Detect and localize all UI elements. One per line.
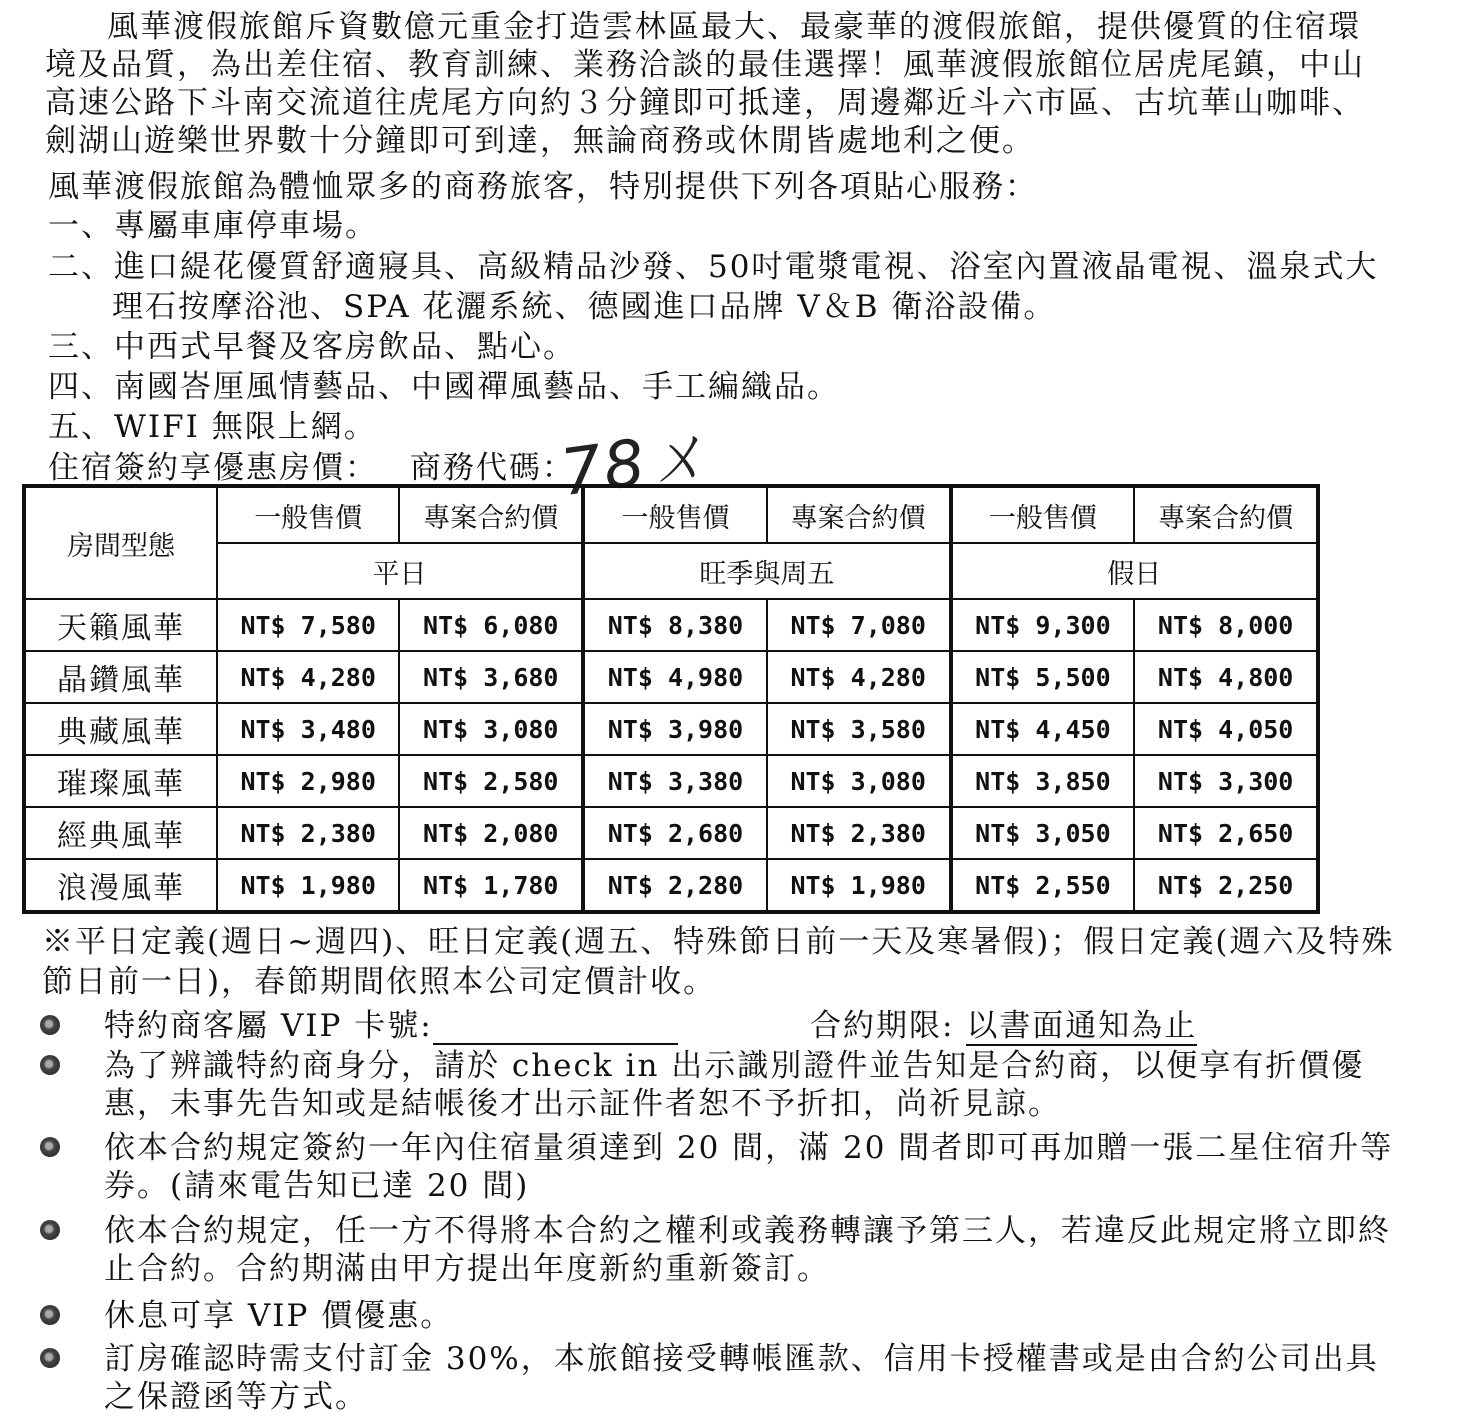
price-cell: NT$ 2,550 (951, 859, 1135, 912)
price-cell: NT$ 7,580 (217, 599, 399, 651)
price-cell: NT$ 4,050 (1134, 703, 1318, 755)
price-header: 一般售價 (951, 486, 1135, 543)
price-cell: NT$ 2,680 (583, 807, 767, 859)
business-code-handwritten: 78ㄨ (556, 416, 717, 512)
table-row (24, 755, 1318, 807)
table-row (24, 599, 1318, 651)
price-cell: NT$ 3,980 (583, 703, 767, 755)
room-type-name: 晶鑽風華 (24, 651, 217, 703)
price-cell: NT$ 4,280 (217, 651, 399, 703)
room-type-header: 房間型態 (24, 486, 217, 599)
business-code-label: 商務代碼： (409, 450, 575, 486)
price-cell: NT$ 3,850 (951, 755, 1135, 807)
period-header-holiday: 假日 (951, 543, 1318, 599)
intro-paragraph: 風華渡假旅館斥資數億元重金打造雲林區最大、最豪華的渡假旅館，提供優質的住宿環境及品質，為出差住宿、教育訓練、業務洽談的最佳選擇！風華渡假旅館位居虎尾鎮，中山高速公路下斗南交流道往虎尾方向約３分鐘即可抵達，周邊鄰近斗六市區、古坑華山咖啡、劍湖山遊樂世界數十分鐘即可到達，無論商務或休閒皆處地利之便。 (45, 9, 1365, 159)
bullet-text: 為了辨識特約商身分，請於 check in 出示識別證件並告知是合約商，以便享有折價優惠，未事先告知或是結帳後才出示証件者恕不予折扣，尚祈見諒。 (104, 1048, 1365, 1122)
bullet-icon (40, 1348, 60, 1368)
table-row (24, 651, 1318, 703)
price-header-row (24, 486, 1318, 543)
price-cell: NT$ 2,980 (217, 755, 399, 807)
service-item-2-cont: 理石按摩浴池、SPA 花灑系統、德國進口品牌 V＆B 衛浴設備。 (112, 289, 1057, 325)
price-cell: NT$ 8,380 (583, 599, 767, 651)
service-item-2: 二、進口緹花優質舒適寢具、高級精品沙發、50吋電漿電視、浴室內置液晶電視、溫泉式大 (48, 249, 1379, 285)
price-cell: NT$ 4,280 (767, 651, 951, 703)
room-type-name: 天籟風華 (24, 599, 217, 651)
price-cell: NT$ 2,580 (399, 755, 583, 807)
price-cell: NT$ 3,080 (399, 703, 583, 755)
vip-card-number-blank (433, 1013, 678, 1045)
price-cell: NT$ 1,980 (767, 859, 951, 912)
period-header-peak: 旺季與周五 (583, 543, 950, 599)
contract-period (810, 1007, 1197, 1045)
price-cell: NT$ 3,580 (767, 703, 951, 755)
vip-label: 特約商客屬 VIP 卡號: (104, 1008, 433, 1044)
period-header-row (24, 543, 1318, 599)
price-cell: NT$ 5,500 (951, 651, 1135, 703)
room-type-name: 典藏風華 (24, 703, 217, 755)
rate-title (48, 449, 575, 487)
rate-table (22, 484, 1320, 914)
definition-note: ※平日定義(週日~週四)、旺日定義(週五、特殊節日前一天及寒暑假)；假日定義(週六及特殊節日前一日)，春節期間依照本公司定價計收。 (42, 924, 1395, 1000)
vip-text (104, 1007, 1394, 1045)
price-cell: NT$ 3,080 (767, 755, 951, 807)
service-item-1: 一、專屬車庫停車場。 (48, 208, 378, 244)
price-cell: NT$ 4,450 (951, 703, 1135, 755)
table-row (24, 703, 1318, 755)
bullet-text: 訂房確認時需支付訂金 30%，本旅館接受轉帳匯款、信用卡授權書或是由合約公司出具之保證函等方式。 (104, 1341, 1379, 1415)
price-cell: NT$ 3,380 (583, 755, 767, 807)
room-type-name: 經典風華 (24, 807, 217, 859)
price-cell: NT$ 4,800 (1134, 651, 1318, 703)
price-cell: NT$ 2,650 (1134, 807, 1318, 859)
contract-value: 以書面通知為止 (966, 1008, 1198, 1044)
bullet-icon (40, 1305, 60, 1325)
table-row (24, 859, 1318, 912)
price-cell: NT$ 7,080 (767, 599, 951, 651)
price-cell: NT$ 1,980 (217, 859, 399, 912)
price-cell: NT$ 3,680 (399, 651, 583, 703)
price-header: 專案合約價 (1134, 486, 1318, 543)
price-cell: NT$ 6,080 (399, 599, 583, 651)
table-row (24, 807, 1318, 859)
bullet-icon (40, 1220, 60, 1240)
price-header: 專案合約價 (399, 486, 583, 543)
rate-table-body (24, 599, 1318, 912)
price-header: 一般售價 (583, 486, 767, 543)
period-header-weekday: 平日 (217, 543, 583, 599)
service-item-3: 三、中西式早餐及客房飲品、點心。 (48, 329, 576, 365)
bullet-icon (40, 1015, 60, 1035)
price-header: 一般售價 (217, 486, 399, 543)
bullet-text: 依本合約規定，任一方不得將本合約之權利或義務轉讓予第三人，若違反此規定將立即終止合約。合約期滿由甲方提出年度新約重新簽訂。 (104, 1213, 1391, 1287)
price-cell: NT$ 2,250 (1134, 859, 1318, 912)
service-intro: 風華渡假旅館為體恤眾多的商務旅客，特別提供下列各項貼心服務： (48, 169, 1038, 205)
contract-label: 合約期限: (810, 1008, 955, 1044)
price-cell: NT$ 9,300 (951, 599, 1135, 651)
bullet-icon (40, 1055, 60, 1075)
price-cell: NT$ 4,980 (583, 651, 767, 703)
price-cell: NT$ 1,780 (399, 859, 583, 912)
price-cell: NT$ 2,080 (399, 807, 583, 859)
room-type-name: 浪漫風華 (24, 859, 217, 912)
service-item-5: 五、WIFI 無限上網。 (48, 409, 377, 445)
price-cell: NT$ 3,480 (217, 703, 399, 755)
price-cell: NT$ 8,000 (1134, 599, 1318, 651)
price-cell: NT$ 2,380 (767, 807, 951, 859)
bullet-text: 休息可享 VIP 價優惠。 (104, 1298, 454, 1334)
price-cell: NT$ 3,300 (1134, 755, 1318, 807)
room-type-name: 璀璨風華 (24, 755, 217, 807)
price-cell: NT$ 2,280 (583, 859, 767, 912)
price-cell: NT$ 3,050 (951, 807, 1135, 859)
bullet-text: 依本合約規定簽約一年內住宿量須達到 20 間，滿 20 間者即可再加贈一張二星住宿升等券。(請來電告知已達 20 間) (104, 1130, 1394, 1204)
service-item-4: 四、南國峇厘風情藝品、中國禪風藝品、手工編織品。 (48, 369, 840, 405)
rate-title-text: 住宿簽約享優惠房價： (48, 450, 378, 486)
price-cell: NT$ 2,380 (217, 807, 399, 859)
bullet-icon (40, 1137, 60, 1157)
price-header: 專案合約價 (767, 486, 951, 543)
